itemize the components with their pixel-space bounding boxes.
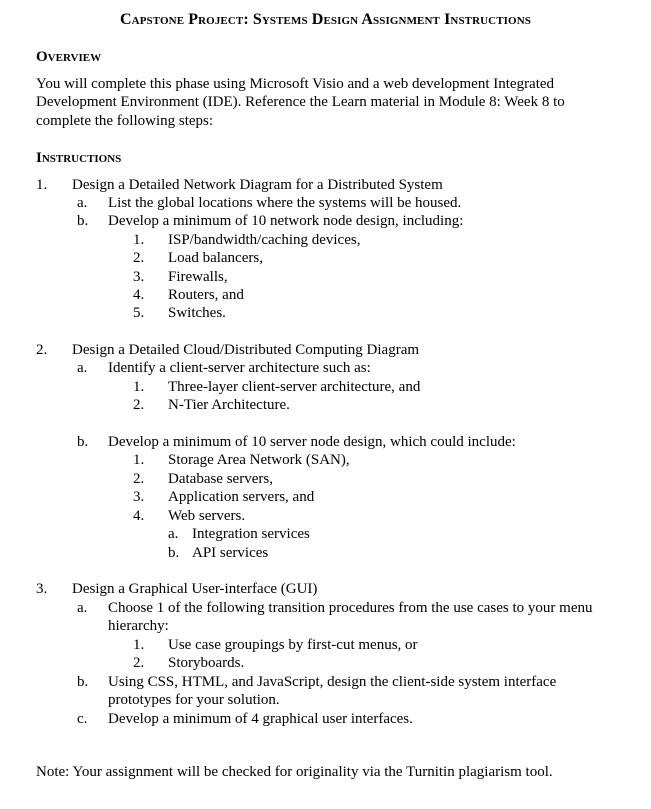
list-text: Web servers.: [168, 508, 246, 524]
list-marker: b.: [77, 434, 89, 450]
list-text: Design a Graphical User-interface (GUI): [72, 581, 318, 597]
overview-line: Development Environment (IDE). Reference the Learn material in Module 8: Week 8 to: [36, 94, 565, 111]
list-text: prototypes for your solution.: [108, 692, 280, 708]
list-text: Application servers, and: [168, 489, 315, 505]
list-marker: 1.: [133, 379, 145, 395]
list-marker: 4.: [133, 508, 145, 524]
document-title: Capstone Project: Systems Design Assignment Instructions: [120, 11, 531, 28]
list-text: API services: [192, 545, 269, 561]
list-marker: b.: [77, 674, 89, 690]
list-text: Develop a minimum of 10 server node design, which could include:: [108, 434, 516, 450]
instructions-heading: Instructions: [36, 150, 122, 166]
list-text: Storage Area Network (SAN),: [168, 452, 350, 468]
list-marker: 3.: [133, 489, 145, 505]
list-text: List the global locations where the systems will be housed.: [108, 195, 462, 211]
list-text: ISP/bandwidth/caching devices,: [168, 232, 361, 248]
list-text: Database servers,: [168, 471, 273, 487]
list-text: Design a Detailed Network Diagram for a Distributed System: [72, 177, 443, 193]
list-marker: 3.: [36, 581, 48, 597]
originality-note: Note: Your assignment will be checked for originality via the Turnitin plagiarism tool.: [36, 764, 553, 780]
list-marker: 1.: [133, 452, 145, 468]
list-marker: b.: [168, 545, 180, 561]
list-text: hierarchy:: [108, 618, 169, 634]
list-marker: a.: [77, 195, 88, 211]
list-text: Storyboards.: [168, 655, 245, 671]
list-marker: 2.: [36, 342, 48, 358]
list-marker: 2.: [133, 397, 145, 413]
list-text: Develop a minimum of 10 network node design, including:: [108, 213, 464, 229]
list-marker: c.: [77, 711, 88, 727]
list-marker: a.: [77, 600, 88, 616]
list-text: Using CSS, HTML, and JavaScript, design the client-side system interface: [108, 674, 557, 690]
list-marker: a.: [168, 526, 179, 542]
list-text: Integration services: [192, 526, 310, 542]
list-text: Design a Detailed Cloud/Distributed Computing Diagram: [72, 342, 420, 358]
list-marker: a.: [77, 360, 88, 376]
list-marker: 5.: [133, 305, 145, 321]
list-marker: 1.: [133, 637, 145, 653]
list-text: N-Tier Architecture.: [168, 397, 290, 413]
list-text: Three-layer client-server architecture, and: [168, 379, 421, 395]
list-marker: 2.: [133, 655, 145, 671]
list-marker: 2.: [133, 471, 145, 487]
list-text: Identify a client-server architecture such as:: [108, 360, 371, 376]
overview-line: complete the following steps:: [36, 112, 214, 129]
list-marker: 1.: [36, 177, 48, 193]
overview-line: You will complete this phase using Microsoft Visio and a web development Integrated: [36, 76, 555, 92]
list-text: Use case groupings by first-cut menus, or: [168, 637, 418, 653]
list-marker: b.: [77, 213, 89, 229]
list-marker: 2.: [133, 250, 145, 266]
list-marker: 1.: [133, 232, 145, 248]
list-marker: 4.: [133, 287, 145, 303]
overview-paragraph: [36, 75, 626, 130]
list-text: Routers, and: [168, 287, 244, 303]
overview-heading: Overview: [36, 49, 102, 65]
list-text: Firewalls,: [168, 269, 228, 285]
list-text: Choose 1 of the following transition procedures from the use cases to your menu: [108, 600, 593, 616]
list-text: Load balancers,: [168, 250, 263, 266]
list-text: Switches.: [168, 305, 226, 321]
list-text: Develop a minimum of 4 graphical user interfaces.: [108, 711, 413, 727]
list-marker: 3.: [133, 269, 145, 285]
